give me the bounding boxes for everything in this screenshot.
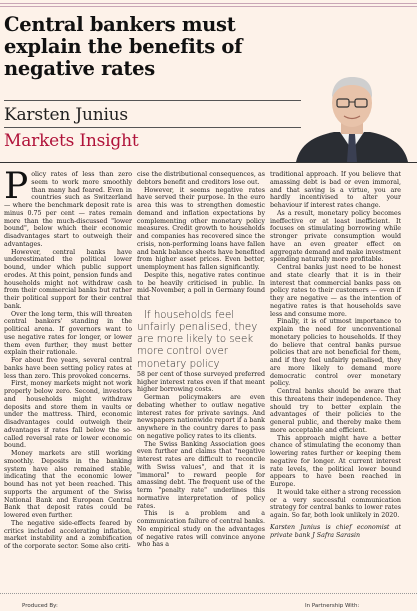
author-photo [286, 70, 417, 162]
author-bio: Karsten Junius is chief economist at private bank J Safra Sarasin [270, 523, 401, 539]
paragraph: This approach might have a better chance of stimulating the economy than lowering rates further or keeping them negative for longer. At current interest rate levels, the political lower bound appears to have been reached in Europe. [270, 434, 401, 488]
footer-rule [0, 593, 417, 594]
paragraph: Finally, it is of utmost importance to explain the need for unconventional monetary policies to households. If they do believe that central banks pursue policies that are not beneficial for them, and if they feel unfairly penalised, they are more likely to demand more democratic control over monetary policy. [270, 318, 401, 388]
paragraph: 58 per cent of those surveyed preferred higher interest rates even if that meant higher borrowing costs. [137, 370, 265, 394]
rule-above-author [4, 100, 301, 101]
dropcap: P [4, 166, 29, 207]
article-column-3 [270, 171, 401, 539]
paragraph: Central banks just need to be honest and state clearly that it is in their interest that commercial banks pass on policy rates to their customers — even if they are negative — as the intention of negative rates is that households save less and consume more. [270, 264, 401, 318]
produced-by-label: Produced By: [22, 603, 58, 609]
paragraph: It would take either a strong recession or a very successful communication strategy for central banks to lower rates again. So far, both look unlikely in 2020. [270, 488, 401, 519]
paragraph: First, money markets might not work properly below zero. Second, investors and households might withdraw deposits and store them in vaults or under the mattress. Third, economic disadvantages could outweigh their advantages if rates fall below the so-called reversal rate or lower economic bound. [4, 380, 132, 450]
rule-above-column [4, 127, 301, 128]
paragraph: traditional approach. If you believe that amassing debt is bad or even immoral, and that saving is a virtue, you are hardly incentivised to alter your behaviour if interest rates change. [270, 171, 401, 209]
paragraph: This is a problem and a communication failure of central banks. No empirical study on the advantages of negative rates will convince anyone who has a [137, 510, 265, 549]
article-column-1 [4, 166, 132, 551]
partnership-label: In Partnership With: [305, 603, 360, 609]
paragraph: Central banks should be aware that this threatens their independence. They should try to better explain the advantages of their policies to the general public, and thereby make them more acceptable and efficient. [270, 388, 401, 434]
author-name: Karsten Junius [4, 105, 128, 125]
paragraph: Policy rates of less than zero seem to work more smoothly than many had feared. Even in countries such as Switzerland — where the benchmark deposit rate is minus 0.75 per cent — rates remain more than the much-discussed "lower bound", below which their economic disadvantages start to outweigh their advantages. [4, 166, 132, 248]
paragraph: However, central banks have underestimated the political lower bound, under which public support erodes. At this point, pension funds and households might not withdraw cash from their commercial banks but rather their political support for their central bank. [4, 248, 132, 310]
paragraph: For about five years, several central banks have been setting policy rates at less than zero. This provoked concerns. [4, 357, 132, 380]
paragraph: cise the distributional consequences, as debtors benefit and creditors lose out. [137, 171, 265, 186]
paragraph: German policymakers are even debating whether to outlaw negative interest rates for private savings. And newspapers nationwide report if a bank anywhere in the country dares to pass on negative policy rates to its clients. [137, 394, 265, 440]
article-column-2 [137, 171, 265, 549]
paragraph: Despite this, negative rates continue to be heavily criticised in public. In mid-November, a poll in Germany found that [137, 271, 265, 302]
paragraph: Money markets are still working smoothly. Deposits in the banking system have also remained stable, indicating that the economic lower bound has not yet been reached. This supports the argument of the Swiss National Bank and European Central Bank that deposit rates could be lowered even further. [4, 450, 132, 519]
paragraph: The Swiss Banking Association goes even further and claims that "negative interest rates are difficult to reconcile with Swiss values", and that it is "immoral" to reward people for amassing debt. The frequent use of the term "penalty rate" underlines this normative interpretation of policy rates. [137, 440, 265, 510]
paragraph: Over the long term, this will threaten central bankers' standing in the political arena. If governors want to use negative rates for longer, or lower them even further, they must better explain their rationale. [4, 310, 132, 357]
header-rule [0, 162, 417, 163]
headline: Central bankers must explain the benefits of negative rates [4, 13, 243, 80]
pull-quote: If households feel unfairly penalised, they are more likely to seek more control over monetary policy [137, 309, 258, 370]
paragraph: The negative side-effects feared by critics included accelerating inflation, market instability and a zombification of the corporate sector. Some also criti- [4, 519, 132, 550]
paragraph: As a result, monetary policy becomes ineffective or at least inefficient. It focuses on stimulating borrowing while stronger private consumption would have an even greater effect on aggregate demand and make investment spending naturally more profitable. [270, 209, 401, 264]
column-name: Markets Insight [4, 131, 139, 151]
top-rule [0, 3, 417, 7]
paragraph: However, it seems negative rates have served their purpose. In the euro area this was to strengthen domestic demand and inflation expectations by complementing other monetary policy measures. Credit growth to households and companies has recovered since the crisis, non-performing loans have fallen and bank balance sheets have benefited from higher asset prices. Even better, unemployment has fallen significantly. [137, 186, 265, 271]
